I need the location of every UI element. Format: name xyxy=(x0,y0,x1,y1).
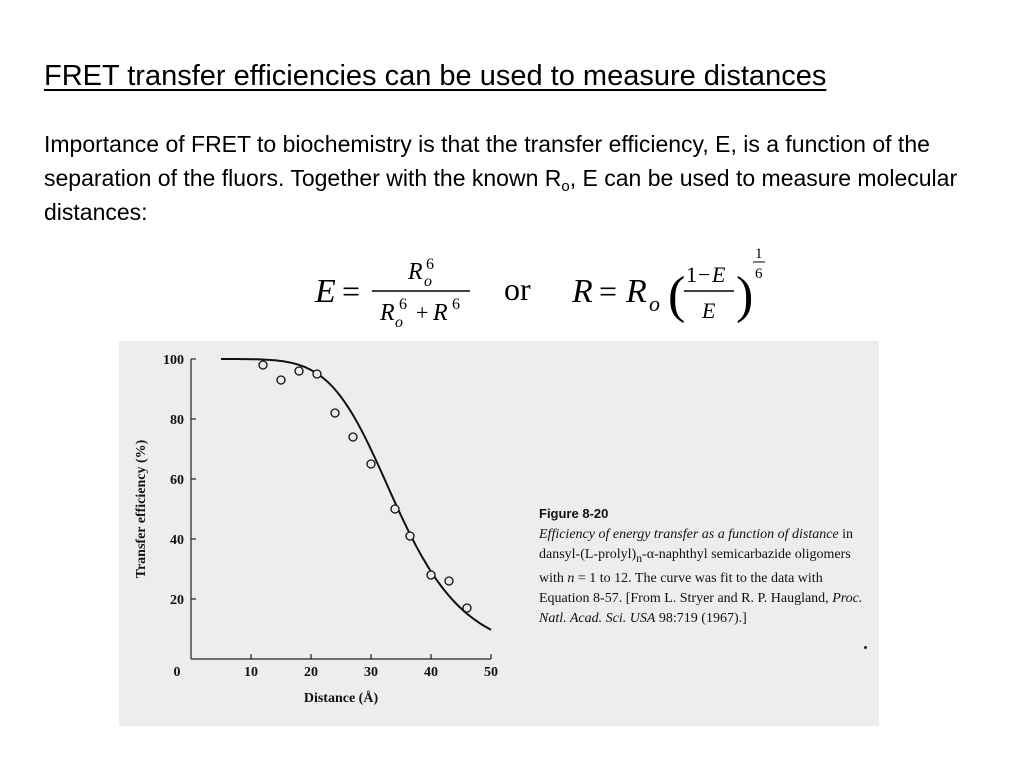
intro-text-2: , E can be used to measure molecular distances: xyxy=(44,165,958,225)
eq1-num-six: 6 xyxy=(426,256,434,273)
data-point xyxy=(313,370,321,378)
eq1-den-R1: R xyxy=(380,300,395,326)
eq-or: or xyxy=(504,271,531,307)
intro-subscript-o: o xyxy=(561,178,570,195)
figure-caption xyxy=(539,504,869,629)
intro-text-1: Importance of FRET to biochemistry is that the transfer efficiency, E, is a function of the separation of the fluors. Together with the known R xyxy=(44,131,930,191)
eq2-lhs-R: R xyxy=(572,273,593,310)
data-point xyxy=(406,532,414,540)
eq1-den-R2: R xyxy=(433,300,448,326)
slide-title: FRET transfer efficiencies can be used to measure distances xyxy=(44,60,827,92)
caption-italic: Efficiency of energy transfer as a function of distance xyxy=(539,527,839,542)
data-point xyxy=(427,571,435,579)
eq1-den-o: o xyxy=(395,314,403,331)
caption-part4: = 1 to 12. The curve was fit to the data with Equation 8-57. [From L. Stryer and R. P. Haugland, xyxy=(539,570,833,606)
y-tick-label: 100 xyxy=(163,353,184,368)
caption-journal: Proc. Natl. Acad. Sci. USA xyxy=(539,590,863,626)
x-tick-label: 30 xyxy=(364,665,378,680)
eq1-equals: = xyxy=(342,273,361,309)
y-tick-label: 40 xyxy=(170,533,184,548)
eq2-o: o xyxy=(649,291,660,316)
data-point xyxy=(277,376,285,384)
caption-part5: 98:719 (1967).] xyxy=(655,610,747,626)
eq2-equals: = xyxy=(599,273,618,309)
x-tick-label: 0 xyxy=(173,665,181,680)
eq2-lparen: ( xyxy=(668,267,686,324)
x-axis-label: Distance (Å) xyxy=(303,691,379,706)
eq2-den-E: E xyxy=(702,298,716,323)
y-tick-label: 20 xyxy=(170,593,184,608)
y-tick-label: 80 xyxy=(170,413,184,428)
caption-part3: -α-naphthyl semicarbazide oligomers with xyxy=(539,547,851,586)
intro-paragraph xyxy=(44,127,994,229)
eq2-R: R xyxy=(626,273,647,310)
eq1-den-six1: 6 xyxy=(399,296,407,313)
caption-part2: in dansyl-(L-prolyl) xyxy=(539,527,854,562)
data-point xyxy=(391,505,399,513)
eq1-num-o: o xyxy=(424,273,432,290)
figure-panel xyxy=(119,341,879,726)
data-point xyxy=(349,433,357,441)
data-point xyxy=(259,361,267,369)
chart-ticks xyxy=(163,353,498,680)
x-tick-label: 20 xyxy=(304,665,318,680)
y-tick-label: 60 xyxy=(170,473,184,488)
eq2-num-E: E xyxy=(712,262,726,287)
y-axis-label: Transfer efficiency (%) xyxy=(134,439,149,579)
eq2-exp-6: 6 xyxy=(755,266,763,282)
data-point xyxy=(367,460,375,468)
data-point xyxy=(463,604,471,612)
eq2-rparen: ) xyxy=(736,267,754,324)
data-point xyxy=(331,409,339,417)
caption-sub-n: n xyxy=(636,551,643,565)
data-point xyxy=(295,367,303,375)
eq2-num-1: 1 xyxy=(686,262,697,287)
eq1-num-R: R xyxy=(408,259,423,285)
fit-curve xyxy=(221,359,491,630)
data-points xyxy=(259,361,471,612)
x-tick-label: 10 xyxy=(244,665,258,680)
x-tick-label: 50 xyxy=(484,665,498,680)
eq2-exp-1: 1 xyxy=(755,246,763,262)
eq1-lhs-E: E xyxy=(315,273,336,310)
scan-speck xyxy=(864,646,867,649)
figure-label: Figure 8-20 xyxy=(539,506,609,521)
fret-equations xyxy=(300,240,780,335)
x-tick-label: 40 xyxy=(424,665,438,680)
data-point xyxy=(445,577,453,585)
eq1-den-plus: + xyxy=(416,300,429,325)
fret-chart xyxy=(119,341,519,726)
caption-n: n xyxy=(567,570,575,586)
eq2-num-minus: − xyxy=(698,262,711,287)
eq1-den-six2: 6 xyxy=(452,296,460,313)
chart-axes xyxy=(191,359,491,659)
